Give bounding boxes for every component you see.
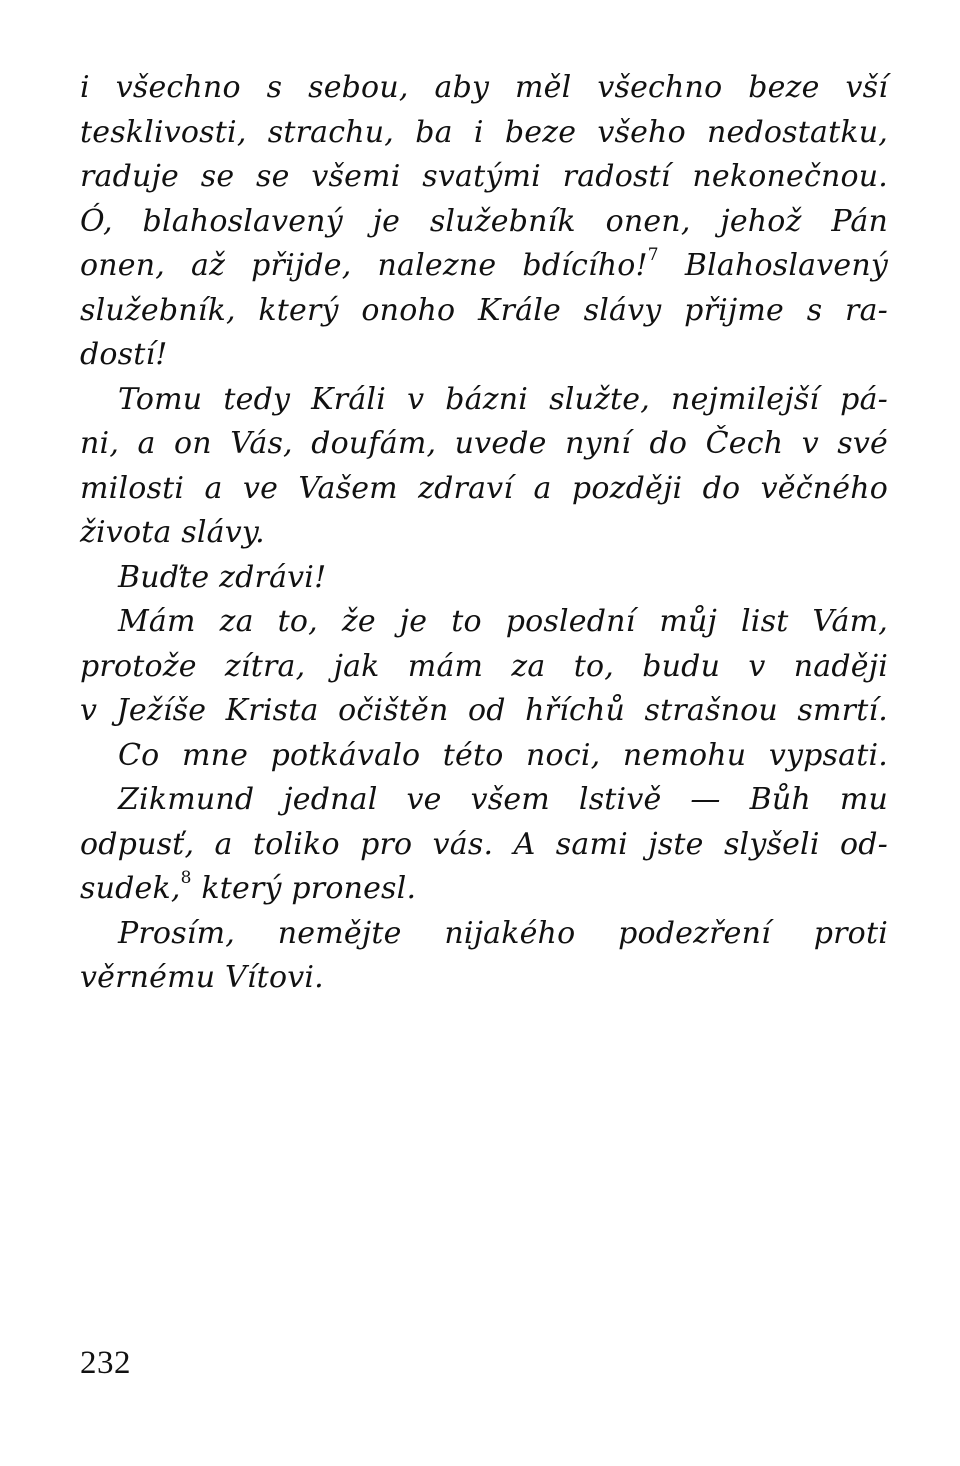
text-line: v Ježíše Krista očištěn od hříchů strašnou smrtí. [80,693,888,728]
text-line: Zikmund jednal ve všem lstivě — Bůh mu [118,782,888,817]
page-number: 232 [80,1345,131,1381]
body-text [80,66,888,1001]
text-line: Mám za to, že je to poslední můj list Vám, [118,604,888,639]
text-line: Ó, blahoslavený je služebník onen, jehož Pán [80,203,888,239]
text-line: Buďte zdrávi! [118,559,327,595]
text-line: odpusť, a toliko pro vás. A sami jste slyšeli od- [80,826,888,862]
text-line: raduje se se všemi svatými radostí nekonečnou. [80,159,888,194]
text-line: milosti a ve Vašem zdraví a později do věčného [80,470,888,506]
text-line: i všechno s sebou, aby měl všechno beze vší [80,70,888,105]
text-line: věrnému Vítovi. [80,960,324,995]
text-line: Co mne potkávalo této noci, nemohu vypsati. [118,737,888,773]
footnote-marker: 7 [647,245,659,265]
text-line: Tomu tedy Králi v bázni služte, nejmilejší pá- [118,381,888,417]
text-line: Prosím, nemějte nijakého podezření proti [118,915,888,951]
text-line: služebník, který onoho Krále slávy přijme s ra- [80,292,888,328]
text-line: onen, až přijde, nalezne bdícího!$^7$ Blahoslavený [80,245,888,283]
text-line: života slávy. [80,515,265,550]
text-line: ni, a on Vás, doufám, uvede nyní do Čech v své [80,426,888,461]
text-line: protože zítra, jak mám za to, budu v naději [80,648,888,684]
text-line: tesklivosti, strachu, ba i beze všeho nedostatku, [80,114,888,150]
text-line: dostí! [80,337,168,372]
text-line: sudek,$^8$ který pronesl. [80,868,417,906]
footnote-marker: 8 [180,868,192,888]
